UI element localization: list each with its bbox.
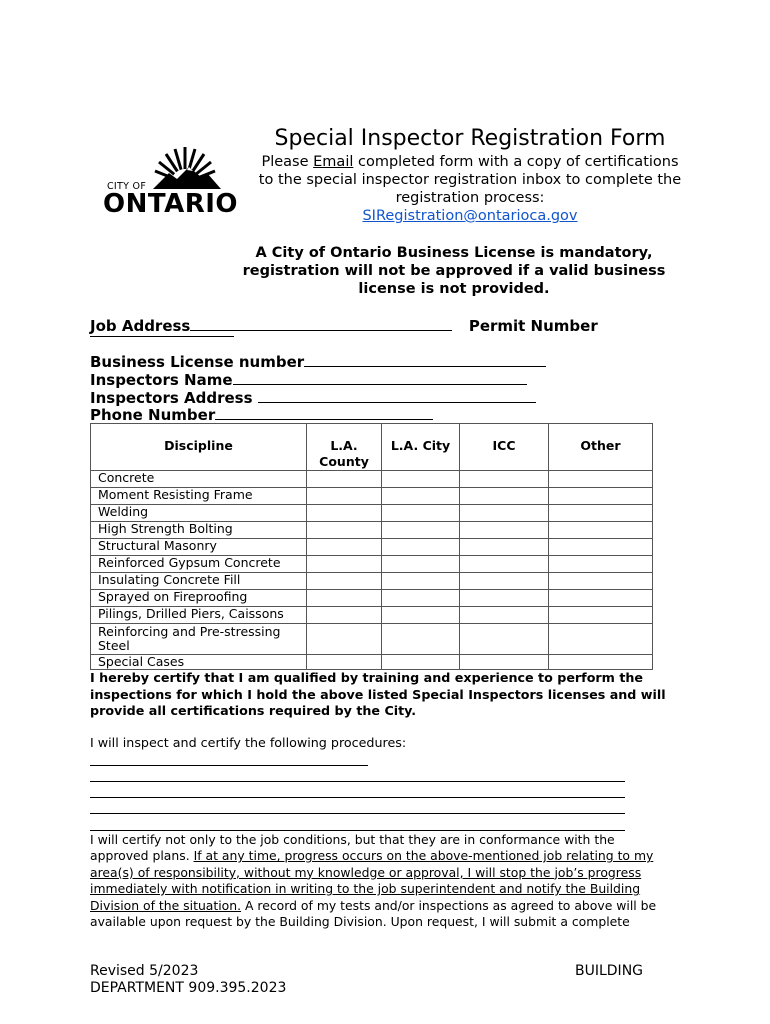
table-row bbox=[91, 539, 653, 556]
header-other: Other bbox=[549, 424, 653, 471]
checkbox-cell[interactable] bbox=[382, 522, 460, 539]
email-link[interactable]: SIRegistration@ontarioca.gov bbox=[362, 208, 578, 224]
inspectors-address-label: Inspectors Address bbox=[90, 389, 253, 407]
header-la-city: L.A. City bbox=[382, 424, 460, 471]
job-address-line bbox=[90, 316, 598, 335]
discipline-cell: Reinforced Gypsum Concrete bbox=[91, 556, 307, 573]
checkbox-cell[interactable] bbox=[307, 471, 382, 488]
checkbox-cell[interactable] bbox=[307, 539, 382, 556]
checkbox-cell[interactable] bbox=[549, 471, 653, 488]
closing-part-2: A record of my tests and/or inspections as agreed to above will be available upon request by the Building Division. Upon request, I will submit a complete bbox=[90, 897, 657, 930]
header-discipline: Discipline bbox=[91, 424, 307, 471]
closing-part-1: I will certify not only to the job conditions, but that they are in conformance with the approved plans. bbox=[90, 832, 615, 864]
inspectors-address-field[interactable] bbox=[258, 388, 536, 403]
table-row bbox=[91, 488, 653, 505]
checkbox-cell[interactable] bbox=[549, 573, 653, 590]
checkbox-cell[interactable] bbox=[549, 624, 653, 655]
checkbox-cell[interactable] bbox=[307, 624, 382, 655]
discipline-cell: Structural Masonry bbox=[91, 539, 307, 556]
inspectors-name-line bbox=[90, 370, 527, 389]
checkbox-cell[interactable] bbox=[549, 505, 653, 522]
discipline-cell: High Strength Bolting bbox=[91, 522, 307, 539]
job-address-label: Job Address bbox=[90, 317, 191, 335]
checkbox-cell[interactable] bbox=[549, 590, 653, 607]
checkbox-cell[interactable] bbox=[307, 573, 382, 590]
intro-text bbox=[258, 153, 682, 225]
table-row bbox=[91, 522, 653, 539]
inspectors-name-label: Inspectors Name bbox=[90, 371, 233, 389]
checkbox-cell[interactable] bbox=[382, 590, 460, 607]
business-license-label: Business License number bbox=[90, 353, 305, 371]
intro-email-word: Email bbox=[313, 154, 354, 170]
checkbox-cell[interactable] bbox=[307, 590, 382, 607]
discipline-cell: Special Cases bbox=[91, 655, 307, 670]
checkbox-cell[interactable] bbox=[460, 522, 549, 539]
checkbox-cell[interactable] bbox=[382, 655, 460, 670]
business-license-field[interactable] bbox=[304, 352, 546, 367]
city-logo bbox=[103, 143, 238, 223]
discipline-cell: Moment Resisting Frame bbox=[91, 488, 307, 505]
table-header-row bbox=[91, 424, 653, 471]
checkbox-cell[interactable] bbox=[460, 471, 549, 488]
table-row bbox=[91, 573, 653, 590]
intro-part-1: Please bbox=[261, 154, 314, 170]
footer-revised: Revised 5/2023 bbox=[90, 963, 199, 979]
phone-number-field[interactable] bbox=[215, 405, 433, 420]
checkbox-cell[interactable] bbox=[307, 655, 382, 670]
table-row bbox=[91, 471, 653, 488]
checkbox-cell[interactable] bbox=[460, 556, 549, 573]
checkbox-cell[interactable] bbox=[307, 505, 382, 522]
job-address-field[interactable] bbox=[190, 316, 452, 331]
permit-number-label: Permit Number bbox=[468, 317, 598, 335]
checkbox-cell[interactable] bbox=[549, 522, 653, 539]
checkbox-cell[interactable] bbox=[549, 539, 653, 556]
procedures-label: I will inspect and certify the following procedures: bbox=[90, 735, 407, 750]
checkbox-cell[interactable] bbox=[460, 539, 549, 556]
phone-number-line bbox=[90, 405, 433, 424]
checkbox-cell[interactable] bbox=[307, 522, 382, 539]
checkbox-cell[interactable] bbox=[460, 573, 549, 590]
checkbox-cell[interactable] bbox=[460, 655, 549, 670]
checkbox-cell[interactable] bbox=[382, 505, 460, 522]
discipline-cell: Sprayed on Fireproofing bbox=[91, 590, 307, 607]
checkbox-cell[interactable] bbox=[549, 607, 653, 624]
checkbox-cell[interactable] bbox=[460, 624, 549, 655]
page-title: Special Inspector Registration Form bbox=[274, 126, 666, 151]
checkbox-cell[interactable] bbox=[460, 590, 549, 607]
header-icc: ICC bbox=[460, 424, 549, 471]
procedures-line[interactable] bbox=[90, 797, 625, 798]
checkbox-cell[interactable] bbox=[382, 539, 460, 556]
header-la-county: L.A. County bbox=[307, 424, 382, 471]
discipline-table bbox=[90, 423, 653, 670]
procedures-line[interactable] bbox=[90, 830, 625, 831]
procedures-line[interactable] bbox=[90, 813, 625, 814]
checkbox-cell[interactable] bbox=[382, 488, 460, 505]
procedures-line[interactable] bbox=[90, 781, 625, 782]
table-row bbox=[91, 556, 653, 573]
logo-city-of: CITY OF bbox=[107, 181, 147, 192]
checkbox-cell[interactable] bbox=[382, 573, 460, 590]
checkbox-cell[interactable] bbox=[382, 624, 460, 655]
table-row bbox=[91, 624, 653, 655]
table-row bbox=[91, 505, 653, 522]
business-license-line bbox=[90, 352, 546, 371]
table-row bbox=[91, 590, 653, 607]
closing-statement bbox=[90, 832, 675, 930]
checkbox-cell[interactable] bbox=[460, 505, 549, 522]
procedures-line[interactable] bbox=[90, 765, 368, 766]
footer-department: DEPARTMENT 909.395.2023 bbox=[90, 980, 287, 996]
discipline-cell: Insulating Concrete Fill bbox=[91, 573, 307, 590]
certify-statement: I hereby certify that I am qualified by training and experience to perform the inspections for which I hold the above listed Special Inspectors licenses and will provide all certifications required by the City. bbox=[90, 670, 666, 718]
discipline-cell: Reinforcing and Pre-stressing Steel bbox=[91, 624, 307, 655]
checkbox-cell[interactable] bbox=[307, 607, 382, 624]
discipline-cell: Welding bbox=[91, 505, 307, 522]
checkbox-cell[interactable] bbox=[382, 471, 460, 488]
inspectors-name-field[interactable] bbox=[233, 370, 527, 385]
checkbox-cell[interactable] bbox=[549, 488, 653, 505]
discipline-cell: Concrete bbox=[91, 471, 307, 488]
checkbox-cell[interactable] bbox=[460, 607, 549, 624]
closing-underlined: If at any time, progress occurs on the above-mentioned job relating to my area(s) of responsibility, without my knowledge or approval, I will stop the job’s progress immediately with notification in writing to the job superintendent and notify the Building Division of the situation. bbox=[90, 848, 654, 913]
checkbox-cell[interactable] bbox=[382, 607, 460, 624]
footer-left bbox=[90, 963, 286, 997]
footer-building: BUILDING bbox=[575, 963, 644, 979]
discipline-cell: Pilings, Drilled Piers, Caissons bbox=[91, 607, 307, 624]
checkbox-cell[interactable] bbox=[307, 488, 382, 505]
intro-part-2: completed form with a copy of certifications to the special inspector registration inbox to complete the registration process: bbox=[258, 154, 682, 206]
checkbox-cell[interactable] bbox=[549, 655, 653, 670]
table-row bbox=[91, 655, 653, 670]
checkbox-cell[interactable] bbox=[382, 556, 460, 573]
mandatory-notice: A City of Ontario Business License is mandatory, registration will not be approved if a valid business license is not provided. bbox=[242, 245, 666, 297]
checkbox-cell[interactable] bbox=[460, 488, 549, 505]
logo-ontario: ONTARIO bbox=[103, 189, 238, 219]
checkbox-cell[interactable] bbox=[307, 556, 382, 573]
permit-number-field[interactable] bbox=[90, 336, 234, 337]
phone-number-label: Phone Number bbox=[90, 406, 216, 424]
checkbox-cell[interactable] bbox=[549, 556, 653, 573]
table-row bbox=[91, 607, 653, 624]
